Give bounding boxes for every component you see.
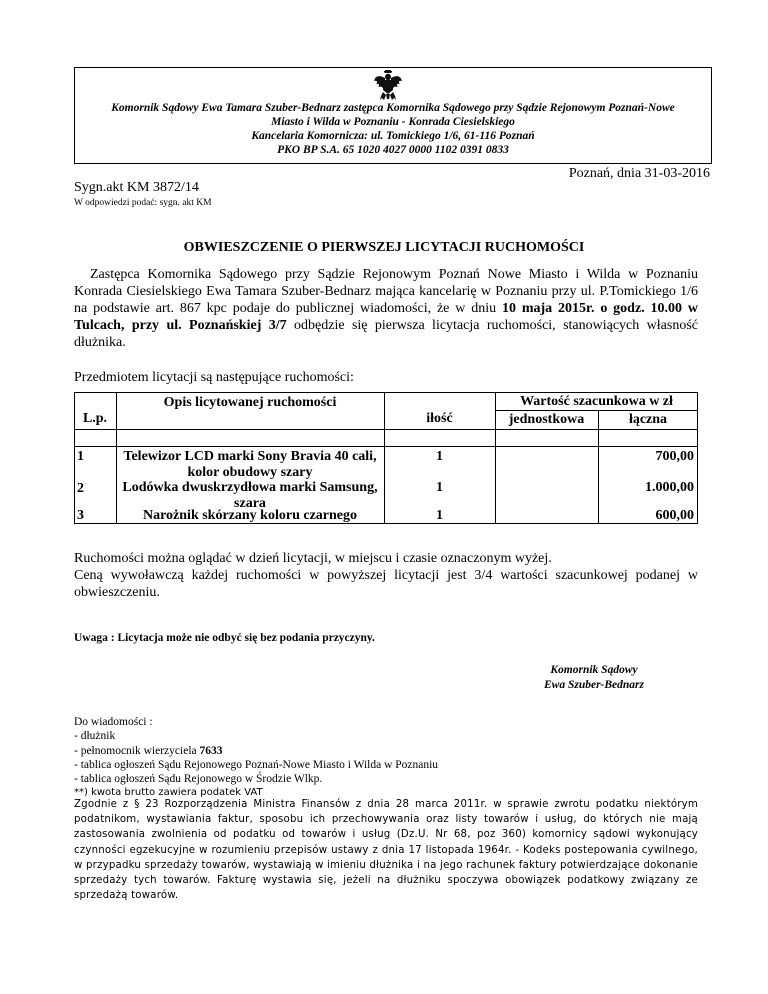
creditor-id: 7633 [199,744,223,757]
table-row-3-qty: 1 [436,508,443,523]
eagle-emblem-icon [374,70,402,102]
distribution-list [74,715,438,801]
col-header-total: łączna [628,412,668,427]
distribution-creditor [74,744,438,758]
col-header-lp: L.p. [82,411,108,426]
table-row-2-qty: 1 [436,480,443,495]
intro-part-1: Zastępca Komornika Sądowego przy Sądzie Rejonowym Poznań Nowe Miasto i Wilda w Poznaniu Konrada Ciesielskiego Ewa Tamara Szuber-Bednarz mająca kancelarię w Poznaniu przy ul. P.Tomickiego 1/6 na podstawie art. 867 kpc podaje do publicznej wiadomości, że w dniu [74,267,698,316]
case-reference: Sygn.akt KM 3872/14 [74,180,199,195]
header-line-1: Komornik Sądowy Ewa Tamara Szuber-Bednarz zastępca Komornika Sądowego przy Sądzie Rejonowym Poznań-Nowe [111,102,675,114]
viewing-info: Ruchomości można oglądać w dzień licytacji, w miejscu i czasie oznaczonym wyżej. [74,551,552,566]
signature-name: Ewa Szuber-Bednarz [543,679,644,691]
header-line-3: Kancelaria Komornicza: ul. Tomickiego 1/6, 61-116 Poznań [251,130,535,142]
table-row-3-lp: 3 [77,508,84,523]
reply-note: W odpowiedzi podać: sygn. akt KM [74,198,212,208]
intro-part-2: odbędzie się pierwsza licytacja ruchomości, stanowiących własność dłużnika. [74,318,698,350]
signature-block [520,663,668,693]
col-header-unit: jednostkowa [508,412,585,427]
creditor-prefix: - pełnomocnik wierzyciela [74,744,200,757]
table-row-2-total: 1.000,00 [645,480,694,495]
table-row-1-qty: 1 [436,449,443,464]
table-row-2-lp: 2 [77,481,84,496]
vat-note: **) kwota brutto zawiera podatek VAT [74,787,263,799]
distribution-heading: Do wiadomości : [74,716,153,728]
legal-paragraph: Zgodnie z § 23 Rozporządzenia Ministra Finansów z dnia 28 marca 2011r. w sprawie zwrotu podatku niektórym podatnikom, wystawiania faktur, sposobu ich przechowywania oraz listy towarów i usług, do których nie mają zastosowania zwolnienia od podatku od towarów i usług (Dz.U. Nr 68, poz 360) komornicy sądowi wykonujący czynności egzekucyjne w rozumieniu przepisów ustawy z dnia 17 listopada 1964r. - Kodeks postepowania cywilnego, w przypadku sprzedaży towarów, wystawiają w imieniu dłużnika i na jego rachunek faktury potwierdzające dokonanie sprzedaży tych towarów. Fakturę wystawia się, jeżeli na dłużniku spoczywa obowiązek podatkowy związany ze sprzedażą towarów. [74,799,698,902]
document-title: OBWIESZCZENIE O PIERWSZEJ LICYTACJI RUCHOMOŚCI [183,240,585,255]
distribution-board-1: - tablica ogłoszeń Sądu Rejonowego Poznań-Nowe Miasto i Wilda w Poznaniu [74,758,439,771]
starting-price-info: Ceną wywoławczą każdej ruchomości w powyższej licytacji jest 3/4 wartości szacunkowej podanej w obwieszczeniu. [74,568,698,600]
header-line-2: Miasto i Wilda w Poznaniu - Konrada Ciesielskiego [271,116,515,128]
intro-paragraph [74,266,698,351]
table-row-1-total: 700,00 [655,449,694,464]
cancellation-note: Uwaga : Licytacja może nie odbyć się bez podania przyczyny. [74,632,375,644]
col-header-quantity: iłość [426,411,453,426]
col-header-description: Opis licytowanej ruchomości [163,395,337,410]
col-header-value: Wartość szacunkowa w zł [520,394,673,409]
distribution-board-2: - tablica ogłoszeń Sądu Rejonowego w Środzie Wlkp. [74,773,323,786]
table-row-1-desc: Telewizor LCD marki Sony Bravia 40 cali, kolor obudowy szary [123,449,377,480]
items-table [74,392,698,524]
subject-line: Przedmiotem licytacji są następujące ruchomości: [74,370,354,385]
header-line-4: PKO BP S.A. 65 1020 4027 0000 1102 0391 0833 [277,144,509,156]
place-date: Poznań, dnia 31-03-2016 [568,166,710,181]
table-row-1-lp: 1 [77,449,84,464]
signature-role: Komornik Sądowy [550,664,638,676]
table-row-3-total: 600,00 [655,508,694,523]
table-row-3-desc: Narożnik skórzany koloru czarnego [142,508,357,523]
distribution-debtor: - dłużnik [74,730,116,743]
auction-date-location: 10 maja 2015r. o godz. 10.00 w Tulcach, przy ul. Poznańskiej 3/7 [74,301,698,333]
table-row-2-desc: Lodówka dwuskrzydłowa marki Samsung, szara [122,480,378,511]
